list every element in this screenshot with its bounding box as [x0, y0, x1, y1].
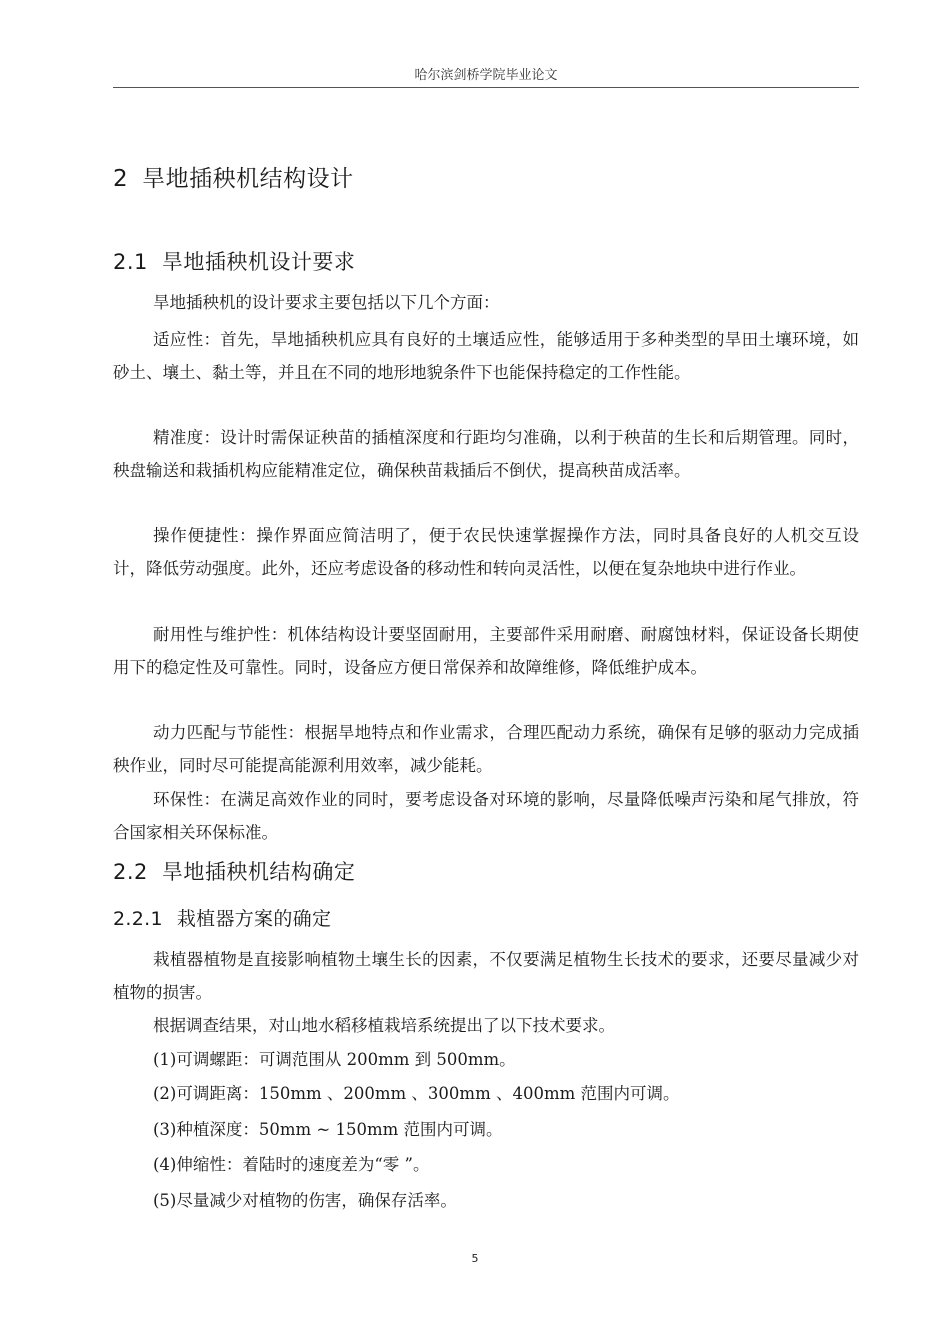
section-number: 2.1 — [113, 250, 148, 274]
paragraph-planter-intro: 栽植器植物是直接影响植物土壤生长的因素，不仅要满足植物生长技术的要求，还要尽量减少对植物的损害。 — [113, 950, 859, 1002]
section-title: 旱地插秧机设计要求 — [161, 250, 356, 274]
header-divider — [113, 87, 859, 88]
paragraph-power: 动力匹配与节能性：根据旱地特点和作业需求，合理匹配动力系统，确保有足够的驱动力完成插秧作业，同时尽可能提高能源利用效率，减少能耗。 — [113, 723, 859, 775]
paragraph-operability: 操作便捷性：操作界面应简洁明了，便于农民快速掌握操作方法，同时具备良好的人机交互设计，降低劳动强度。此外，还应考虑设备的移动性和转向灵活性，以便在复杂地块中进行作业。 — [113, 526, 859, 578]
list-item-depth: (3)种植深度：50mm ~ 150mm 范围内可调。 — [153, 1120, 503, 1139]
page-header: 哈尔滨剑桥学院毕业论文 — [414, 68, 558, 83]
section-title: 旱地插秧机结构确定 — [161, 860, 356, 884]
page-number: 5 — [471, 1252, 479, 1265]
paragraph-precision: 精准度：设计时需保证秧苗的插植深度和行距均匀准确，以利于秧苗的生长和后期管理。同时，秧盘输送和栽插机构应能精准定位，确保秧苗栽插后不倒伏，提高秧苗成活率。 — [113, 428, 859, 480]
section-number: 2.2 — [113, 860, 148, 884]
paragraph-intro: 旱地插秧机的设计要求主要包括以下几个方面： — [153, 293, 500, 312]
subsection-heading-2-2-1 — [113, 904, 331, 931]
subsection-title: 栽植器方案的确定 — [176, 908, 332, 930]
subsection-number: 2.2.1 — [113, 908, 163, 930]
paragraph-durability: 耐用性与维护性：机体结构设计要坚固耐用，主要部件采用耐磨、耐腐蚀材料，保证设备长期使用下的稳定性及可靠性。同时，设备应方便日常保养和故障维修，降低维护成本。 — [113, 625, 859, 677]
list-item-damage: (5)尽量减少对植物的伤害，确保存活率。 — [153, 1191, 457, 1210]
list-item-pitch: (1)可调螺距：可调范围从 200mm 到 500mm。 — [153, 1050, 516, 1069]
paragraph-requirements-intro: 根据调查结果，对山地水稻移植栽培系统提出了以下技术要求。 — [153, 1016, 615, 1035]
chapter-heading — [113, 160, 354, 193]
section-heading-2-2 — [113, 856, 355, 886]
chapter-number: 2 — [113, 166, 129, 192]
paragraph-adaptability: 适应性：首先，旱地插秧机应具有良好的土壤适应性，能够适用于多种类型的旱田土壤环境，如砂土、壤土、黏土等，并且在不同的地形地貌条件下也能保持稳定的工作性能。 — [113, 330, 859, 382]
list-item-distance: (2)可调距离：150mm 、200mm 、300mm 、400mm 范围内可调。 — [153, 1084, 680, 1103]
section-heading-2-1 — [113, 246, 355, 276]
chapter-title: 旱地插秧机结构设计 — [142, 166, 354, 192]
list-item-flexibility: (4)伸缩性：着陆时的速度差为“零 ”。 — [153, 1155, 430, 1174]
paragraph-environment: 环保性：在满足高效作业的同时，要考虑设备对环境的影响，尽量降低噪声污染和尾气排放，符合国家相关环保标准。 — [113, 790, 859, 842]
